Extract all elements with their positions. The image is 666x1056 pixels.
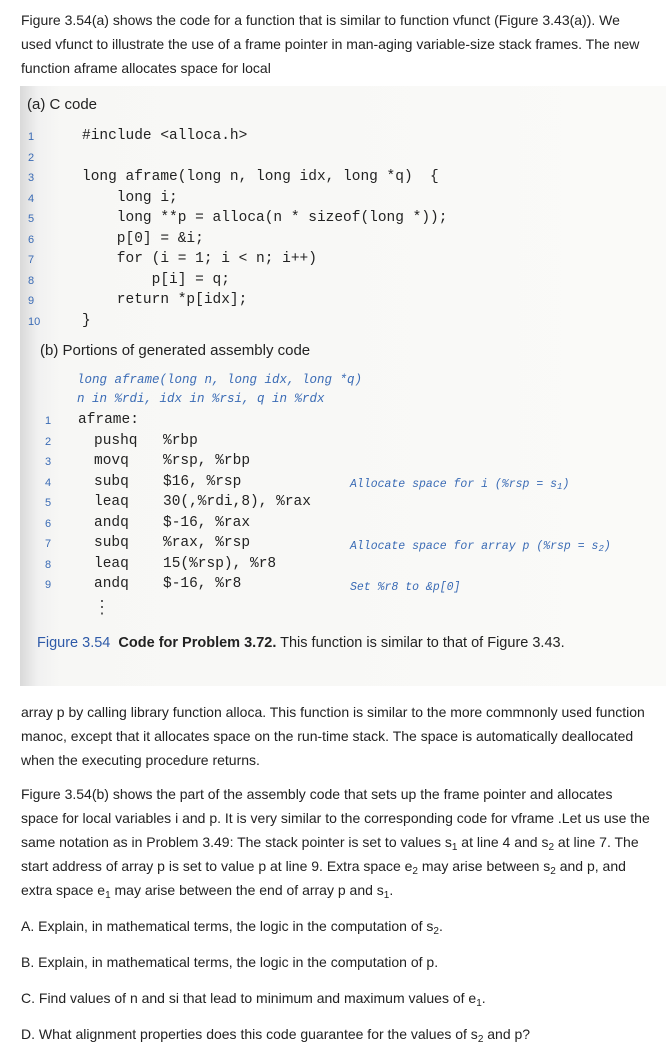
c-code-line: return *p[idx];: [82, 292, 248, 308]
asm-line-number: 9: [45, 579, 52, 591]
question-c: C. Find values of n and si that lead to minimum and maximum values of $e_1$.: [21, 990, 486, 1009]
asm-operands: %rbp: [163, 432, 198, 449]
c-code-line: long **p = alloca(n * sizeof(long *));: [82, 210, 448, 226]
figure-scan: [20, 86, 666, 686]
asm-signature-comment: long aframe(long n, long idx, long *q): [77, 373, 363, 387]
c-code-line: }: [82, 312, 91, 329]
question-a: A. Explain, in mathematical terms, the logic in the computation of $s_2$.: [21, 918, 443, 937]
asm-operands: 15(%rsp), %r8: [163, 555, 277, 572]
asm-line-number: 7: [45, 538, 52, 550]
c-code-line: long aframe(long n, long idx, long *q) {: [82, 169, 439, 185]
c-code-heading: (a) C code: [27, 96, 98, 113]
ellipsis: ⋮: [93, 597, 111, 617]
question-d: D. What alignment properties does this code guarantee for the values of $s_2$ and p?: [21, 1026, 531, 1045]
paragraph-2: array p by calling library function alloca. This function is similar to the more commnonly used function manoc, except that it allocates space on the run-time stack. The space is automatically deallocated when the executing procedure returns.: [21, 704, 645, 768]
asm-opcode: leaq: [94, 494, 129, 510]
asm-operands: 30(,%rdi,8), %rax: [163, 494, 311, 510]
asm-line-number: 4: [45, 476, 52, 489]
comment-line4: Allocate space for i $(\%rsp = s_1)$: [350, 478, 570, 492]
asm-opcode: aframe:: [78, 412, 139, 428]
comment-line7: Allocate space for array p $(\%rsp = s_2)$: [350, 540, 611, 554]
asm-operands: $16, %rsp: [163, 473, 242, 490]
comment-line9: Set %r8 to &p[0]: [350, 581, 461, 594]
asm-line-number: 1: [45, 415, 52, 427]
line-number: 6: [28, 233, 35, 246]
line-number: 1: [28, 131, 35, 143]
asm-heading: (b) Portions of generated assembly code: [40, 342, 311, 359]
c-code-line: p[0] = &i;: [82, 230, 204, 247]
asm-opcode: andq: [94, 514, 129, 531]
line-number: 10: [28, 315, 41, 328]
asm-operands: %rsp, %rbp: [163, 453, 251, 469]
asm-opcode: leaq: [94, 555, 129, 572]
asm-opcode: andq: [94, 576, 129, 592]
line-number: 5: [28, 213, 35, 225]
asm-operands: $-16, %rax: [163, 514, 251, 531]
asm-line-number: 2: [45, 435, 52, 448]
line-number: 9: [28, 295, 35, 307]
c-code-line: p[i] = q;: [82, 271, 230, 288]
asm-operands: %rax, %rsp: [163, 535, 251, 551]
line-number: 4: [28, 192, 35, 205]
asm-register-comment: n in %rdi, idx in %rsi, q in %rdx: [77, 392, 325, 406]
line-number: 8: [28, 274, 35, 287]
paragraph-3: Figure 3.54(b) shows the part of the assembly code that sets up the frame pointer and allocates space for local variables i and p. It is very similar to the corresponding code for vframe .Let us use the same notation as in Problem 3.49: The stack pointer is set to values $s_1$ at line 4 and $s_2$ at line 7. The start address of array p is set to value p at line 9. Extra space $e_2$ may arise between $s_2$ and p, and extra space $e_1$ may arise between the end of array p and $s_1$.: [21, 786, 650, 901]
line-number: 2: [28, 151, 35, 164]
asm-opcode: pushq: [94, 432, 138, 449]
line-number: 7: [28, 254, 35, 266]
asm-operands: $-16, %r8: [163, 576, 242, 592]
asm-opcode: subq: [94, 535, 129, 551]
c-code-line: long i;: [82, 189, 178, 206]
figure-caption: Figure 3.54 Code for Problem 3.72. This function is similar to that of Figure 3.43.: [37, 635, 565, 651]
c-code-line: for (i = 1; i < n; i++): [82, 251, 317, 267]
question-b: B. Explain, in mathematical terms, the logic in the computation of p.: [21, 954, 439, 970]
asm-line-number: 8: [45, 558, 52, 571]
asm-line-number: 3: [45, 456, 52, 468]
asm-opcode: subq: [94, 473, 129, 490]
intro-paragraph: Figure 3.54(a) shows the code for a function that is similar to function vfunct (Figure 3.43(a)). We used vfunct to illustrate the use of a frame pointer in man-aging variable-size stack frames. The new function aframe allocates space for local: [21, 12, 640, 76]
asm-line-number: 6: [45, 517, 52, 530]
c-code-line: #include <alloca.h>: [82, 128, 248, 144]
asm-line-number: 5: [45, 497, 52, 509]
asm-opcode: movq: [94, 453, 129, 469]
line-number: 3: [28, 172, 35, 184]
